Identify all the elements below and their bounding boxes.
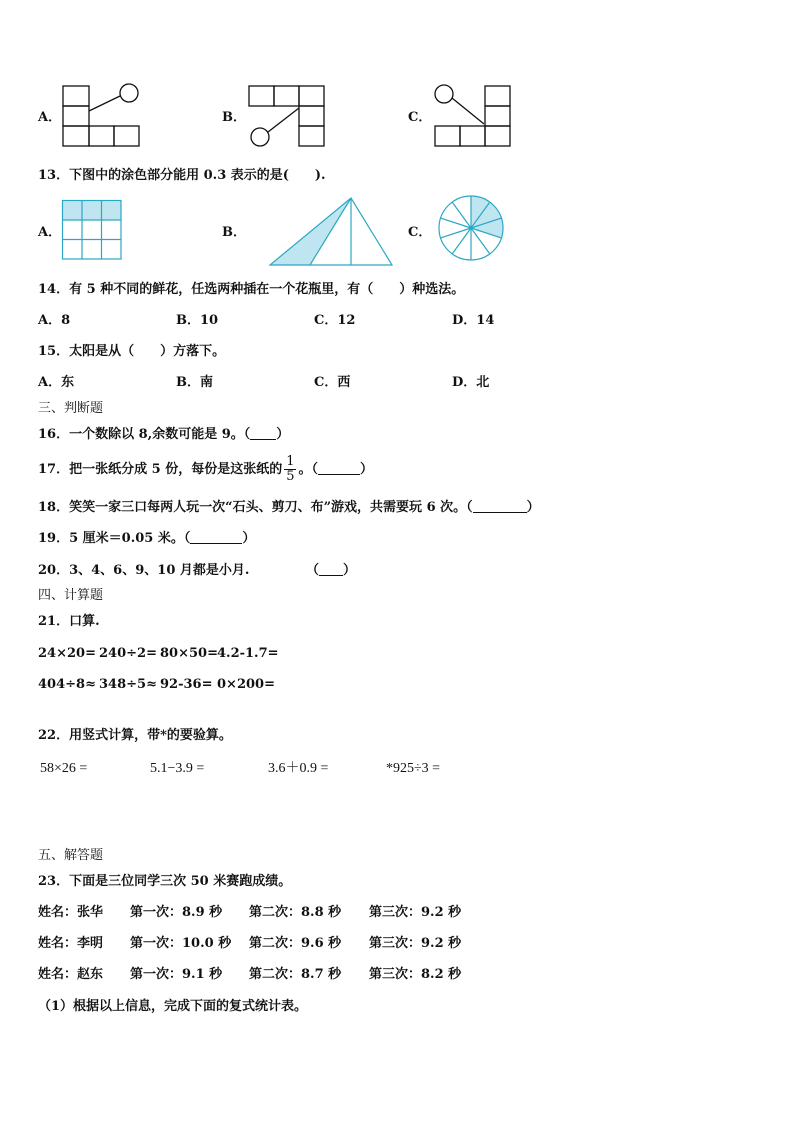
q14-question: 14．有 5 种不同的鲜花，任选两种插在一个花瓶里，有（ ）种选法。 [38, 282, 465, 297]
q21-question: 21．口算. [38, 614, 100, 629]
q21-r2-item-1: 404÷8≈ [38, 677, 96, 692]
q23-row3-name: 姓名：赵东 [38, 967, 104, 982]
q17-question: 17．把一张纸分成 5 份，每份是这张纸的 [38, 462, 283, 477]
q20-answer-blank[interactable] [319, 563, 343, 576]
q13-triangle-figure [268, 196, 394, 268]
q16-row [38, 427, 289, 443]
section-5-heading: 五、解答题 [38, 848, 104, 863]
q20-answer-row [306, 563, 356, 579]
q23-row1-second: 第二次：8.8 秒 [249, 905, 342, 920]
q12-option-c-label: C． [408, 110, 432, 125]
q16-close: ） [276, 427, 290, 442]
q22-question: 22．用竖式计算，带*的要验算。 [38, 728, 232, 743]
q18-close: ） [526, 500, 540, 515]
q14-option-d: D．14 [452, 313, 495, 328]
q15-option-a: A．东 [38, 375, 75, 390]
q12-net-a-figure [62, 84, 142, 148]
q14-option-a: A．8 [38, 313, 71, 328]
q17-fraction-denominator: 5 [286, 469, 295, 484]
q13-question: 13．下图中的涂色部分能用 0.3 表示的是( ). [38, 168, 326, 183]
q16-question: 16．一个数除以 8,余数可能是 9。（ [38, 427, 251, 442]
q23-row2-first: 第一次：10.0 秒 [130, 936, 232, 951]
q15-option-c: C．西 [314, 375, 351, 390]
q15-option-d: D．北 [452, 375, 490, 390]
q20-question: 20．3、4、6、9、10 月都是小月. [38, 563, 250, 578]
q19-row [38, 531, 255, 547]
q23-row3-second: 第二次：8.7 秒 [249, 967, 342, 982]
q23-row2-name: 姓名：李明 [38, 936, 104, 951]
q18-row [38, 500, 540, 516]
q16-answer-blank[interactable] [250, 427, 276, 440]
q23-row1-third: 第三次：9.2 秒 [369, 905, 462, 920]
q21-r1-item-4: 4.2-1.7= [217, 646, 279, 661]
q21-r1-item-1: 24×20= [38, 646, 96, 661]
q21-r2-item-4: 0×200= [217, 677, 275, 692]
q21-r1-item-2: 240÷2= [99, 646, 157, 661]
q21-r2-item-2: 348÷5≈ [99, 677, 157, 692]
section-3-heading: 三、判断题 [38, 401, 104, 416]
q13-circle-figure [437, 194, 505, 262]
q22-item-3: 3.6＋0.9 = [268, 761, 329, 776]
q21-r1-item-3: 80×50= [160, 646, 218, 661]
q15-question: 15．太阳是从（ ）方落下。 [38, 344, 226, 359]
q23-row3-third: 第三次：8.2 秒 [369, 967, 462, 982]
q18-question: 18．笑笑一家三口每两人玩一次“石头、剪刀、布”游戏，共需要玩 6 次。（ [38, 500, 473, 515]
q21-r2-item-3: 92-36= [160, 677, 213, 692]
q23-row1-name: 姓名：张华 [38, 905, 104, 920]
q14-option-b: B．10 [176, 313, 219, 328]
q13-option-c-label: C． [408, 225, 432, 240]
q12-net-b-figure [246, 84, 326, 148]
q23-row2-third: 第三次：9.2 秒 [369, 936, 462, 951]
q23-row2-second: 第二次：9.6 秒 [249, 936, 342, 951]
q20-open: （ [306, 563, 320, 578]
q15-option-b: B．南 [176, 375, 213, 390]
q22-item-4: *925÷3 = [386, 761, 441, 776]
q23-row3-first: 第一次：9.1 秒 [130, 967, 223, 982]
q17-close: ） [360, 462, 374, 477]
q18-answer-blank[interactable] [473, 500, 527, 513]
q13-grid-figure [62, 200, 122, 260]
q23-question: 23．下面是三位同学三次 50 米赛跑成绩。 [38, 874, 292, 889]
q23-row1-first: 第一次：8.9 秒 [130, 905, 223, 920]
q17-fraction [284, 455, 296, 484]
q17-open: 。（ [298, 462, 318, 477]
q19-question: 19．5 厘米＝0.05 米。（ [38, 531, 191, 546]
q12-option-b-label: B． [222, 110, 246, 125]
q12-option-a-label: A． [38, 110, 62, 125]
q14-option-c: C．12 [314, 313, 356, 328]
q19-close: ） [242, 531, 256, 546]
q22-item-1: 58×26 = [40, 761, 88, 776]
q17-row [38, 455, 373, 485]
q13-option-a-label: A． [38, 225, 62, 240]
q20-close: ） [343, 563, 357, 578]
section-4-heading: 四、计算题 [38, 588, 104, 603]
q13-option-b-label: B． [222, 225, 246, 240]
q17-fraction-numerator: 1 [286, 454, 295, 469]
q19-answer-blank[interactable] [190, 531, 242, 544]
q12-net-c-figure [432, 84, 512, 148]
q17-answer-blank[interactable] [318, 462, 360, 475]
q22-item-2: 5.1−3.9 = [150, 761, 205, 776]
q23-sub1: （1）根据以上信息，完成下面的复式统计表。 [38, 999, 308, 1014]
